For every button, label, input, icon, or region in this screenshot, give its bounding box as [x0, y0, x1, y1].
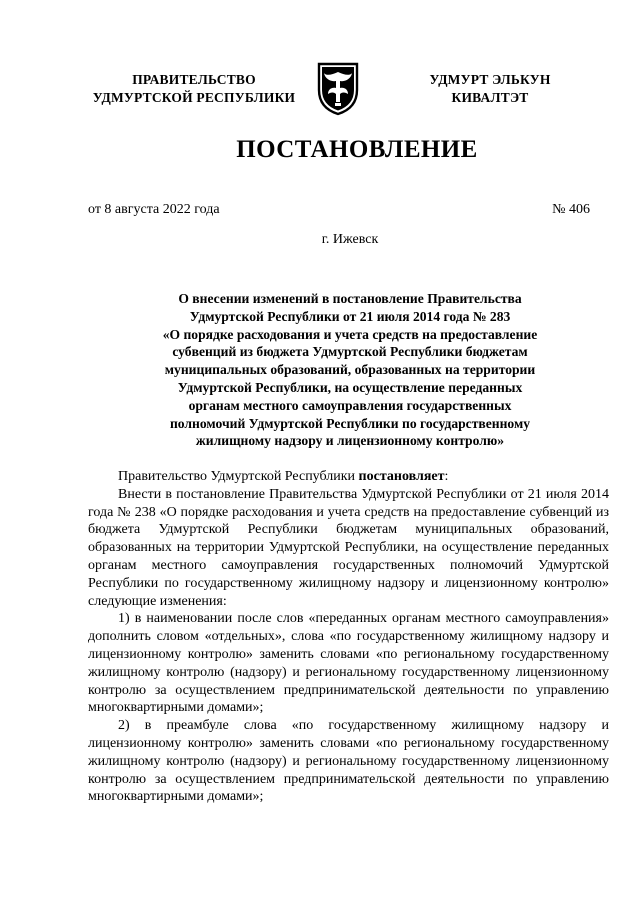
- coat-of-arms-icon: [316, 60, 360, 116]
- document-number: № 406: [552, 202, 590, 217]
- subject-line: муниципальных образований, образованных на территории: [164, 362, 536, 378]
- intro-end: :: [444, 469, 449, 484]
- body-paragraph-1: Внести в постановление Правительства Удмуртской Республики от 21 июля 2014 года № 238 «О порядке расходования и учета средств на предоставление субвенций из бюджета Удмуртской Республики бюджетам муниципальных образований, образованных на территории Удмуртской Республики, на осуществление переданных органам местного самоуправления государственных полномочий Удмуртской Республики по государственному жилищному надзору и лицензионному контролю» следующие изменения:: [88, 486, 609, 609]
- right-org-line-1: УДМУРТ ЭЛЬКУН: [429, 72, 551, 87]
- right-organization-name: [402, 71, 578, 107]
- document-city: г. Ижевск: [321, 232, 379, 247]
- subject-line: О внесении изменений в постановление Правительства: [178, 291, 522, 306]
- document-title: ПОСТАНОВЛЕНИЕ: [236, 136, 478, 163]
- left-organization-name: [78, 71, 310, 107]
- document-body: [88, 468, 609, 806]
- subject-line: органам местного самоуправления государственных: [188, 397, 512, 413]
- body-paragraph-2: 1) в наименовании после слов «переданных органам местного самоуправления» дополнить словом «отдельных», слова «по государственному жилищному надзору и лицензионному контролю» заменить словами «по региональному государственному жилищному контролю (надзору) и региональному государственному лицензионному контролю за осуществлением предпринимательской деятельности по управлению многоквартирными домами»;: [88, 611, 609, 716]
- body-paragraph-3: 2) в преамбуле слова «по государственному жилищному надзору и лицензионному контролю» заменить словами «по региональному государственному жилищному контролю (надзору) и региональному государственному лицензионному контролю за осуществлением предпринимательской деятельности по управлению многоквартирными домами»;: [88, 718, 609, 805]
- document-date: от 8 августа 2022 года: [88, 202, 220, 217]
- left-org-line-2: УДМУРТСКОЙ РЕСПУБЛИКИ: [92, 90, 296, 105]
- intro-text: Правительство Удмуртской Республики: [118, 469, 359, 484]
- document-subject: [90, 290, 610, 450]
- subject-line: «О порядке расходования и учета средств на предоставление: [162, 326, 538, 342]
- left-org-line-1: ПРАВИТЕЛЬСТВО: [132, 72, 256, 87]
- subject-line: Удмуртской Республики, на осуществление переданных: [177, 379, 523, 395]
- right-org-line-2: КИВАЛТЭТ: [451, 90, 529, 105]
- subject-line: полномочий Удмуртской Республики по государственному: [169, 415, 531, 431]
- subject-line: субвенций из бюджета Удмуртской Республики бюджетам: [172, 344, 528, 360]
- subject-line: Удмуртской Республики от 21 июля 2014 года № 283: [189, 308, 511, 324]
- intro-paragraph: [88, 468, 609, 486]
- subject-line: жилищному надзору и лицензионному контролю»: [195, 433, 505, 449]
- intro-bold-verb: постановляет: [358, 469, 445, 484]
